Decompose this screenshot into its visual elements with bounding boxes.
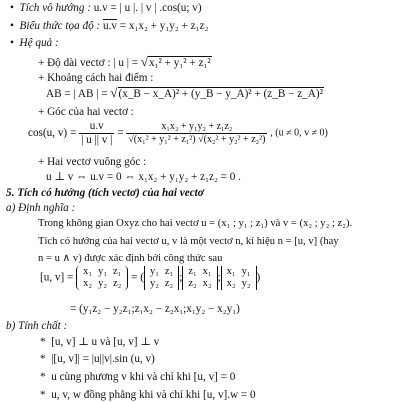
angle-frac2-den: √(x₁² + y₁² + z₁²) √(x₂² + y₂² + z₂²) (128, 133, 266, 145)
det-cell: y₁ (241, 266, 251, 277)
cross-product-lhs: [u, v] = (40, 271, 74, 284)
angle-fraction-2 (126, 121, 267, 145)
det-cell: x₁ (202, 266, 212, 277)
det-cell: y₂ (149, 278, 159, 290)
det-cell: x₁ (226, 266, 236, 277)
property-1: * [u, v] ⊥ u và [u, v] ⊥ v (40, 336, 160, 348)
det-cell: x₂ (202, 278, 212, 290)
property-2: * |[u, v]| = |u||v|.sin (u, v) (40, 353, 155, 365)
definition-text-1: Trong không gian Oxyz cho hai vectơ u = (x₁ ; y₁ ; z₁) và v = (x₂ ; y₂ ; z₂). (38, 218, 353, 229)
distance-lhs: AB = | AB | = (46, 88, 108, 100)
coordinate-expr-label: Biểu thức tọa độ : (19, 20, 101, 32)
det-cell: y₂ (241, 278, 251, 290)
angle-formula: cos(u, v) = $\frac{u.v}{| u || v |}$ = $\frac{\text{x₁x₂ + y₁y₂ + z₁z₂}}{\text{√(x₁² + y₁² + z₁²) √(x₂² + y₂² + z₂²)}}$ , (u ≠ 0, v ≠ 0) (28, 120, 328, 146)
properties-heading: b) Tính chất : (6, 320, 68, 332)
bullet-coordinate-expr: • Biểu thức tọa độ : u.v = x₁x₂ + y₁y₂ + z₁z₂ (10, 20, 209, 32)
matrix-cell: y₁ (98, 266, 107, 277)
vector-length-lhs: | u | = (113, 57, 139, 69)
vector-length-radicand: x₁² + y₁² + z₁² (149, 57, 211, 69)
coordinate-expr-lhs: u.v (102, 20, 117, 32)
bullet-dot-product: • Tích vô hướng : u.v = | u |. | v | .cos(u; v) (10, 2, 202, 14)
coefficient-matrix (76, 266, 128, 290)
property-1-text: [u, v] ⊥ u và [u, v] ⊥ v (51, 336, 160, 348)
det-cell: y₁ (149, 266, 159, 277)
matrix-cell: z₂ (112, 278, 122, 290)
angle-condition: , (u ≠ 0, v ≠ 0) (270, 127, 328, 139)
vector-length-label: + Độ dài vectơ : (38, 57, 111, 69)
property-4-text: u, v, w đồng phẳng khi và chỉ khi [u, v].w = 0 (51, 389, 256, 401)
angle-fraction-1 (79, 120, 114, 147)
angle-frac2-num: x₁x₂ + y₁y₂ + z₁z₂ (126, 121, 267, 134)
det-cell: x₂ (226, 278, 236, 290)
dot-product-label: Tích vô hướng : (19, 2, 91, 14)
vector-length-line (38, 55, 212, 70)
corollary-label: Hệ quả : (19, 37, 59, 49)
cross-product-formula: [u, v] = x₁ y₁ z₁ x₂ y₂ z₂ = ( y₁ z₁ y₂ z₂ ; z₁ x₁ z₂ x₂ ; x₁ y₁ x₂ y₂ ) (40, 266, 261, 290)
sqrt-icon: √ (110, 85, 118, 100)
determinant-1 (144, 266, 179, 290)
det-cell: z₂ (164, 278, 174, 290)
det-cell: z₁ (164, 266, 174, 277)
sqrt-icon: √ (140, 54, 149, 69)
matrix-cell: x₁ (83, 266, 93, 277)
matrix-cell: x₂ (83, 278, 93, 290)
matrix-cell: y₂ (98, 278, 107, 290)
distance-radicand: (x_B − x_A)² + (y_B − y_A)² + (z_B − z_A)² (118, 88, 323, 100)
distance-label: + Khoảng cách hai điểm : (38, 72, 154, 84)
angle-frac1-num: u.v (79, 120, 114, 134)
det-cell: z₁ (188, 266, 197, 277)
determinant-3 (221, 266, 257, 290)
property-2-text: |[u, v]| = |u||v|.sin (u, v) (51, 353, 155, 365)
determinant-2 (182, 266, 217, 290)
property-3-text: u cùng phương v khi và chỉ khi [u, v] = 0 (51, 371, 236, 383)
angle-lhs: cos(u, v) = (28, 126, 77, 139)
bullet-corollary: • Hệ quả : (10, 37, 59, 49)
property-4: * u, v, w đồng phẳng khi và chỉ khi [u, v].w = 0 (40, 389, 256, 401)
cross-product-result: = (y₁z₂ − y₂z₁;z₁x₂ − z₂x₁;x₁y₂ − x₂y₁) (70, 303, 240, 315)
det-cell: z₂ (188, 278, 197, 290)
perpendicular-expr: u ⊥ v ⇔ u.v = 0 ⇔ x₁x₂ + y₁y₂ + z₁z₂ = 0 . (46, 171, 241, 183)
definition-heading: a) Định nghĩa : (6, 202, 76, 214)
angle-label: + Góc của hai vectơ : (38, 106, 134, 118)
angle-frac1-den: | u || v | (81, 133, 113, 146)
coordinate-expr-rhs: = x₁x₂ + y₁y₂ + z₁z₂ (119, 20, 209, 32)
definition-text-3: n = u ∧ v) được xác định bởi công thức sau (38, 253, 223, 264)
definition-text-2: Tích có hướng của hai vectơ u, v là một vectơ n, kí hiệu n = [u, v] (hay (38, 236, 339, 247)
perpendicular-label: + Hai vectơ vuông góc : (38, 156, 147, 168)
distance-formula (46, 86, 324, 101)
dot-product-expr: u.v = | u |. | v | .cos(u; v) (93, 2, 202, 14)
matrix-cell: z₁ (112, 266, 122, 277)
property-3: * u cùng phương v khi và chỉ khi [u, v] = 0 (40, 371, 236, 383)
section-5-heading: 5. Tích có hướng (tích vectơ) của hai vectơ (6, 187, 204, 199)
